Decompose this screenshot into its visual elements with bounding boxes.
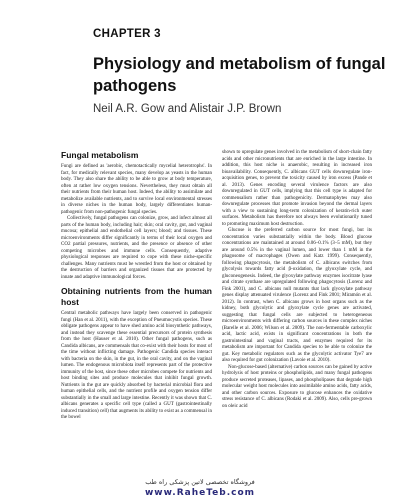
chapter-title: Physiology and metabolism of fungal pathogens — [93, 55, 386, 95]
watermark-persian-text: فروشگاه تخصصی لاتین پزشکی راه طب — [145, 478, 255, 486]
chapter-authors: Neil A.R. Gow and Alistair J.P. Brown — [93, 103, 282, 115]
watermark-url: www.RaheTeb.com — [144, 488, 256, 498]
watermark — [0, 478, 400, 502]
paragraph: Glucose is the preferred carbon source for most fungi, but its concentration varies substantially within the body. Blood glucose concentrations are maintained at around 0.06–0.1% (3–5 mM), but they are around 0.5% in the vaginal lumen, and lower than 1 mM in the phagosome of macrophages (Owen and Katz 1999). Consequently, following phagocytosis, the metabolism of C. albicans switches from glycolysis towards fatty acid β-oxidation, the glyoxylate cycle, and gluconeogenesis. Indeed, the glyoxylate pathway enzymes isocitrate lyase and citrate synthase are upregulated following phagocytosis (Lorenz and Fink 2001), and C. albicans null mutants that lack glyoxylate pathway genes display attenuated virulence (Lorenz and Fink 2001; Miramón et al. 2012). In contrast, when C. albicans grows in host organs such as the kidney, both glycolytic and glyoxylate cycle genes are activated, suggesting that fungal cells are subjected to heterogeneous microenvironments with differing carbon sources in these complex niches (Barelle et al. 2006; Wilson et al. 2009). The non-fermentable carboxylic acid, lactic acid, exists in significant concentrations in both the gastrointestinal and vaginal tracts, and enzymes required for its metabolism are important for Candida species to be able to colonize the gut. Key metabolic regulators such as the glycolytic activator Tye7 are also required for gut colonization (Lavoie et al. 2010). — [222, 228, 372, 363]
paragraph: Central metabolic pathways have largely been conserved in pathogenic fungi (Han et al. 2011), with the exception of Pneumocystis species. These obligate pathogens appear to have shed amino acid biosynthetic pathways, and instead they scavenge these essential precursors of protein synthesis from the host (Hauser et al. 2010). Other fungal pathogens, such as Candida albicans, are commensals that co-exist with their hosts for most of the time without inflicting damage. Pathogenic Candida species interact with bacteria on the skin, in the gut, in the oral cavity, and on the vaginal lumen. The endogenous microbiota itself represents part of the protective immunity of the host, since these other microbes compete for nutrients and host binding sites and produce molecules that inhibit fungal growth. Nutrients in the gut are quickly absorbed by bacterial microbial flora and human epithelial cells, and the nutrient profile and oxygen tension differ substantially in the small and large intestine. Recently it was shown that C. albicans generates a specific cell type (called a GUT (gastrointestinally induced transition) cell) that augments its ability to exist as a commensal in the bowel — [61, 311, 212, 420]
paragraph: Collectively, fungal pathogens can colonize, grow, and infect almost all parts of the human body, including hair; skin; oral cavity, gut, and vaginal mucosa; epithelial and endothelial cell layers; blood; and tissues. These microenvironments differ significantly in terms of their local oxygen and CO2 partial pressures, nutrients, and the presence or absence of other competing microbes and immune cells. Consequently, adaptive physiological responses are required to cope with these niche-specific challenges. Many nutrients must be wrestled from the host or obtained by the destruction of barriers and organized tissues that are protected by innate and adaptive immunological forces. — [61, 216, 212, 280]
right-column — [222, 150, 372, 410]
chapter-label: CHAPTER 3 — [93, 28, 161, 40]
section-heading-fungal-metabolism: Fungal metabolism — [61, 150, 139, 160]
section-heading-obtaining-nutrients: Obtaining nutrients from the human host — [61, 286, 212, 307]
paragraph: shown to upregulate genes involved in the metabolism of short-chain fatty acids and other micronutrients that are enriched in the large intestine. In addition, this host niche is anaerobic, resulting in increased iron bioavailability. Consequently, C. albicans GUT cells downregulate iron-acquisition genes, to prevent the toxicity caused by iron excess (Pande et al. 2013). Genes encoding several virulence factors are also downregulated in GUT cells, implying that this cell type is adapted for commensalism rather than pathogenicity. Dermatophytes may also downregulate processes that promote invasion beyond the dermal layers with a view to sustaining long-term colonization of keratin-rich outer surfaces. Metabolism has therefore not always been evolutionarily tuned to promoting maximum host destruction. — [222, 150, 372, 227]
paragraph: Fungi are defined as 'aerobic, chemotactically mycelial heterotrophs'. In fact, for medically relevant species, many develop as yeasts in the human body. They also share the ability to be able to grow at body temperature, often at rather low oxygen tensions. Nevertheless, they must obtain all their nutrients from their human host. Indeed, the ability to assimilate and metabolize available nutrients, and to survive local environmental stresses in diverse niches in the human body, largely differentiates human-pathogenic from non-pathogenic fungal species. — [61, 164, 212, 215]
left-column — [61, 150, 212, 422]
paragraph: Non-glucose-based (alternative) carbon sources can be gained by active hydrolysis of host proteins or phospholipids, and many fungal pathogens produce secreted proteases, lipases, and phospholipases that degrade high molecular weight host molecules into assimilable amino acids, fatty acids, and other carbon sources. Exposure to glucose enhances the oxidative stress resistance of C. albicans (Rodaki et al. 2009). Also, cells pre-grown on oleic acid — [222, 364, 372, 409]
